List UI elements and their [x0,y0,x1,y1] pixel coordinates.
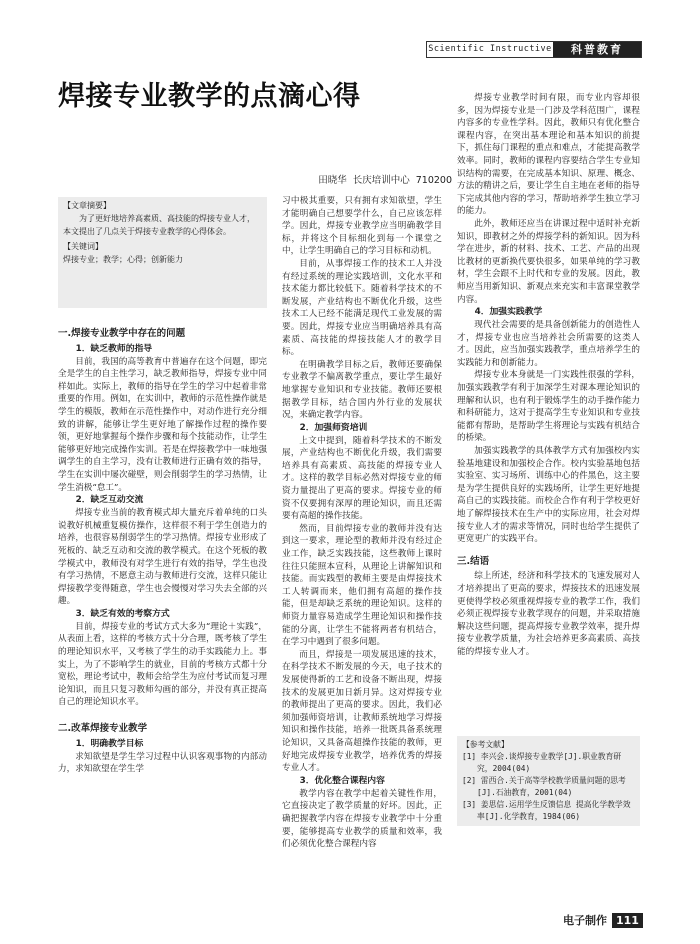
reference-item: [1] 李兴会.谈焊接专业教学[J].职业教育研究，2004(04) [462,752,622,773]
section-header-cn: 科普教育 [553,42,641,57]
author-postcode: 710200 [415,175,452,186]
paragraph: 然而，目前焊接专业的教师并没有达到这一要求，理论型的教师并没有经过企业工作，缺乏实践技能，这些教师上课时往往只能照本宣科，从理论上讲解知识和技能。而实践型的教师主要是由焊接技术工人转调而来，他们拥有高超的操作技能，但是却缺乏系统的理论知识。这样的师资力量容易造成学生理论知识和操作技能的分离，让学生不能将两者有机结合，在学习中遇到了很多问题。 [282,523,442,648]
section-header-en: Scientific Instructive [428,44,552,54]
paragraph: 目前，从事焊接工作的技术工人并没有经过系统的理论实践培训，文化水平和技术能力都比较低下。随着科学技术的不断发展，产业结构也不断优化升级，这些技术工人已经不能满足现代工业发展的需要。因此，焊接专业应当明确培养具有高素质、高技能的焊接技能人才的教学目标。 [282,258,442,358]
column-1 [58,320,267,776]
paragraph: 教学内容在教学中起着关键性作用，它直接决定了教学质量的好坏。因此，正确把握教学内容在焊接专业教学中十分重要，能够提高专业教学的质量和效率，我们必须优化整合课程内容 [282,788,442,850]
subsection-heading: 3．缺乏有效的考察方式 [75,608,170,619]
column-3 [457,92,640,659]
paragraph: 综上所述，经济和科学技术的飞速发展对人才培养提出了更高的要求，焊接技术的迅速发展更使得学校必须重视焊接专业的教学工作，我们必须正视焊接专业教学现存的问题，并采取措施解决这些问题，提高焊接专业教学效率，提升焊接专业教学质量，为社会培养更多高素质、高技能的焊接专业人才。 [457,571,640,657]
article-title: 焊接专业教学的点滴心得 [58,81,361,112]
column-2 [282,195,442,851]
references-label: 【参考文献】 [462,740,509,749]
subsection-heading: 2．加强师资培训 [299,422,368,433]
paragraph: 而且，焊接是一项发展迅速的技术，在科学技术不断发展的今天，电子技术的发展使得新的工艺和设备不断出现，焊接技术的发展更加日新月异。这对焊接专业的教师提出了更高的要求。因此，我们必须加强师资培训，让教师系统地学习焊接知识和操作技能，培养一批既具备系统理论知识，又具备高超操作技能的教师，更好地完成焊接专业教学，培养优秀的焊接专业人才。 [282,649,442,774]
reference-item: [3] 姜思信.运用学生反馈信息 提高化学教学效率[J].化学教育，1984(06) [462,800,631,821]
section-heading: 二.改革焊接专业教学 [58,723,148,735]
abstract-text: 为了更好地培养高素质、高技能的焊接专业人才，本文提出了几点关于焊接专业教学的心得体会。 [63,214,255,236]
paragraph: 目前，焊接专业的考试方式大多为“理论＋实践”，从表面上看，这样的考核方式十分合理，既考核了学生的理论知识水平，又考核了学生的动手实践能力上。事实上，为了不影响学生的就业，目前的考核方式都十分宽松，理论考试中，教师会给学生为应付考试而复习理论知识，而且只复习教师勾画的部分，并没有真正提高自己的理论知识水平。 [58,621,267,708]
subsection-heading: 2．缺乏互动交流 [75,495,144,506]
paragraph: 上文中提到，随着科学技术的不断发展，产业结构也不断优化升级，我们需要培养具有高素质、高技能的焊接专业人才。这样的教学目标必然对焊接专业的师资力量提出了更高的要求。焊接专业的师资不仅要拥有深厚的理论知识，而且还需要有高超的操作技能。 [282,435,442,522]
section-header [426,41,642,58]
subsection-heading: 4．加强实践教学 [474,307,543,318]
paragraph: 加强实践教学的具体教学方式有加强校内实验基地建设和加强校企合作。校内实验基地包括实验室、实习场所、训练中心的件黑色，这主要是为学生提供良好的实践场所，让学生更好地提高自己的实践技能。而校企合作有利于学校更好地了解焊接技术在生产中的实际应用，社会对焊接专业人才的需求等情况，同时也给学生提供了更宽更广的实践平台。 [457,446,640,545]
paragraph: 现代社会需要的是具备创新能力的创造性人才，焊接专业也应当培养社会所需要的这类人才。因此，应当加强实践教学，重点培养学生的实践能力和创新能力。 [457,320,640,368]
reference-item: [2] 雷西合.关于高等学校教学质量问题的思考[J].石油教育，2001(04) [462,776,626,797]
paragraph: 在明确教学目标之后，教师还要确保专业教学不偏离教学重点，要让学生最好地掌握专业知识和专业技能。教师还要根据教学目标，结合国内外行业的发展状况，来确定教学内容。 [282,359,442,421]
author-name: 田晓华 [318,175,347,186]
author-affiliation: 长庆培训中心 [352,175,410,186]
paragraph: 目前，我国的高等教育中普遍存在这个问题，即完全是学生的自主性学习，缺乏教师指导，焊接专业中同样如此。实际上，教师的指导在学生的学习中起着非常重要的作用。例如，在实训中，教师的示范性操作就是学生的模版，教师在示范性操作中，对动作进行充分细致的讲解，能够让学生更好地了解操作过程的操作要领，更好地掌握每个操作步骤和每个技能动作，让学生能够更好地完成操作实训。若是在焊接教学中一味地强调学生的自主学习，没有让教师进行正确有效的指导，学生在实训中屡次碰壁，则会削弱学生的学习热情，让学生消极“怠工”。 [58,356,267,493]
section-heading: 三.结语 [457,555,490,567]
journal-name: 电子制作 [563,914,607,927]
paragraph: 焊接专业本身就是一门实践性很强的学科，加强实践教学有利于加深学生对课本理论知识的理解和认识，也有利于锻炼学生的动手操作能力和科研能力，这对于提高学生专业知识和专业技能都有帮助，是帮助学生将理论与实践有机结合的桥梁。 [457,370,640,444]
page-number: 111 [612,913,643,928]
paragraph: 求知欲望是学生学习过程中认识客观事物的内部动力，求知欲望在学生学 [58,751,267,775]
subsection-heading: 1．明确教学目标 [75,738,144,749]
paragraph: 习中极其重要，只有拥有求知欲望，学生才能明确自己想要学什么，自己应该怎样学。因此，焊接专业教学应当明确教学目标，并将这个目标细化到每一个课堂之中，让学生明确自己的学习目标和动机。 [282,196,442,257]
keywords-label: 【关键词】 [63,242,103,251]
references-box [457,736,640,826]
abstract-box [58,197,267,308]
subsection-heading: 1．缺乏教师的指导 [75,343,153,354]
paragraph: 焊接专业当前的教育模式却大量充斥着单纯的口头说教好机械重复模仿操作，这样很不利于学生创造力的培养，也很容易削弱学生的学习热情。焊接专业形成了死板的、缺乏互动和交流的教学模式。在这个死板的教学模式中，教师没有对学生进行有效的指导，学生也没有学习热情，不愿意主动与教师进行交流，这样只能让焊接教学变得随意，学生也会慢慢对学习失去全部的兴趣。 [58,508,267,607]
keywords-text: 焊接专业；教学；心得；创新能力 [63,255,183,264]
section-heading: 一.焊接专业教学中存在的问题 [58,328,186,339]
byline [280,172,452,186]
page-footer [563,912,643,928]
abstract-label: 【文章摘要】 [63,201,111,210]
paragraph: 此外，教师还应当在讲课过程中适时补充新知识，即教材之外的焊接学科的新知识。因为科学在进步，新的材料、技术、工艺、产品的出现比教材的更新换代要快很多，如果单纯的学习教材，学生会跟不上时代和专业的发展。因此，教师应当用新知识、新观点来充实和丰富课堂教学内容。 [457,218,640,305]
subsection-heading: 3．优化整合课程内容 [299,775,385,786]
paragraph: 焊接专业教学时间有限，而专业内容却很多，因为焊接专业是一门涉及学科范围广，课程内容多的专业性学科。因此，教师只有优化整合课程内容，在突出基本理论和基本知识的前提下，抓住每门课程的重点和难点，才能提高教学效率。同时，教师的课程内容要结合学生专业知识结构的需要，在完成基本知识、原理、概念、方法的精讲之后，要让学生自主地在老师的指导下完成其他内容的学习，帮助培养学生独立学习的能力。 [457,93,640,217]
